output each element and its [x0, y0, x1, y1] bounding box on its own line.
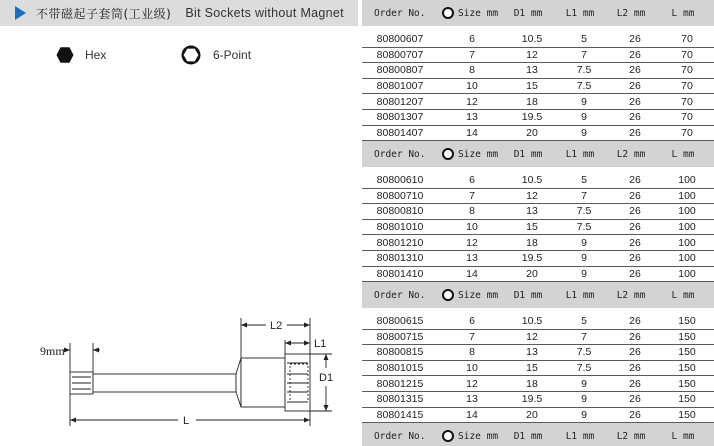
table-row [362, 32, 714, 48]
spec-table [362, 282, 714, 423]
cell-l: 100 [678, 174, 696, 187]
cell-l: 100 [678, 189, 696, 202]
cell-l2: 26 [629, 236, 641, 249]
cell-d1: 13 [526, 205, 538, 218]
cell-order-no: 80801207 [376, 95, 424, 108]
cell-size: 10 [466, 80, 478, 93]
table-row [362, 173, 714, 189]
cell-d1: 15 [526, 221, 538, 234]
legend-hex [56, 46, 106, 64]
cell-d1: 15 [526, 362, 538, 375]
table-header [362, 282, 714, 308]
cell-size: 8 [469, 346, 475, 359]
title-english: Bit Sockets without Magnet [185, 6, 344, 20]
header-l2: L2 mm [616, 7, 646, 19]
cell-l: 150 [678, 315, 696, 328]
cell-d1: 19.5 [521, 393, 543, 406]
dim-l1: L1 [314, 338, 327, 350]
cell-l: 70 [681, 111, 693, 124]
header-order-no [362, 431, 442, 442]
six-point-icon [180, 44, 202, 66]
table-row [362, 48, 714, 64]
cell-l2: 26 [629, 189, 641, 202]
cell-d1: 10.5 [521, 315, 543, 328]
cell-l: 150 [678, 362, 696, 375]
title-chinese: 不带磁起子套筒(工业级) [36, 6, 172, 21]
dim-9mm: 9mm [40, 344, 65, 358]
cell-order-no: 80801007 [376, 80, 424, 93]
cell-l2: 26 [629, 126, 641, 139]
cell-d1: 13 [526, 64, 538, 77]
six-point-icon [442, 430, 454, 442]
cell-l1: 9 [581, 236, 587, 249]
table-row [362, 392, 714, 408]
cell-order-no: 80801010 [376, 221, 424, 234]
cell-order-no: 80801215 [376, 377, 424, 390]
table-row [362, 251, 714, 267]
cell-order-no: 80800715 [376, 330, 424, 343]
cell-l: 70 [681, 80, 693, 93]
cell-l2: 26 [629, 80, 641, 93]
cell-l2: 26 [629, 111, 641, 124]
cell-l1: 9 [581, 267, 587, 280]
cell-d1: 18 [526, 377, 538, 390]
cell-l: 100 [678, 221, 696, 234]
cell-size: 13 [466, 111, 478, 124]
legend-six-point [180, 44, 251, 66]
header-size-label: Size mm [458, 289, 499, 301]
table-row [362, 314, 714, 330]
cell-d1: 20 [526, 126, 538, 139]
cell-l1: 7 [581, 48, 587, 61]
title-bar [0, 0, 358, 26]
cell-l2: 26 [629, 377, 641, 390]
cell-l1: 9 [581, 111, 587, 124]
cell-size: 6 [469, 174, 475, 187]
cell-d1: 20 [526, 408, 538, 421]
table-row [362, 204, 714, 220]
header-size-label: Size mm [458, 430, 499, 442]
cell-order-no: 80801210 [376, 236, 424, 249]
play-arrow-icon [15, 6, 26, 20]
six-point-icon [442, 289, 454, 301]
cell-d1: 20 [526, 267, 538, 280]
cell-l1: 9 [581, 126, 587, 139]
cell-size: 12 [466, 236, 478, 249]
table-header [362, 0, 714, 26]
header-size-label: Size mm [458, 7, 499, 19]
header-l2: L2 mm [616, 430, 646, 442]
cell-l2: 26 [629, 64, 641, 77]
cell-order-no: 80801310 [376, 252, 424, 265]
header-order-no-label: Order No. [374, 289, 426, 301]
cell-d1: 12 [526, 48, 538, 61]
cell-l1: 7.5 [576, 80, 592, 93]
cell-l1: 7 [581, 189, 587, 202]
header-order-no-label: Order No. [374, 148, 426, 160]
legend-hex-label: Hex [85, 48, 107, 62]
cell-order-no: 80800607 [376, 33, 424, 46]
cell-size: 14 [466, 126, 478, 139]
cell-order-no: 80801407 [376, 126, 424, 139]
table-row [362, 110, 714, 126]
cell-l: 70 [681, 64, 693, 77]
cell-l2: 26 [629, 315, 641, 328]
cell-size: 13 [466, 252, 478, 265]
cell-order-no: 80800810 [376, 205, 424, 218]
header-order-no [362, 8, 442, 19]
table-row [362, 267, 714, 283]
header-size [442, 430, 502, 442]
cell-l1: 5 [581, 174, 587, 187]
cell-order-no: 80801307 [376, 111, 424, 124]
cell-size: 14 [466, 408, 478, 421]
spec-table [362, 0, 714, 141]
cell-size: 12 [466, 377, 478, 390]
cell-size: 8 [469, 64, 475, 77]
header-l: L mm [671, 7, 695, 19]
table-header [362, 141, 714, 167]
table-row [362, 361, 714, 377]
cell-size: 7 [469, 330, 475, 343]
cell-d1: 18 [526, 236, 538, 249]
table-row [362, 408, 714, 424]
dim-l2: L2 [270, 320, 283, 332]
cell-l1: 9 [581, 95, 587, 108]
dim-l: L [183, 415, 190, 427]
table-row [362, 79, 714, 95]
legend-six-point-label: 6-Point [213, 48, 252, 62]
cell-d1: 19.5 [521, 252, 543, 265]
cell-size: 10 [466, 221, 478, 234]
table-row [362, 376, 714, 392]
header-size [442, 148, 502, 160]
table-header [362, 423, 714, 446]
cell-l: 150 [678, 408, 696, 421]
cell-order-no: 80801315 [376, 393, 424, 406]
cell-l: 100 [678, 252, 696, 265]
cell-size: 7 [469, 189, 475, 202]
cell-d1: 10.5 [521, 33, 543, 46]
cell-l2: 26 [629, 221, 641, 234]
cell-d1: 18 [526, 95, 538, 108]
cell-d1: 15 [526, 80, 538, 93]
table-row [362, 94, 714, 110]
cell-l1: 9 [581, 393, 587, 406]
cell-d1: 19.5 [521, 111, 543, 124]
table-row [362, 235, 714, 251]
cell-l1: 7.5 [576, 221, 592, 234]
table-row [362, 189, 714, 205]
cell-l2: 26 [629, 267, 641, 280]
cell-l: 150 [678, 377, 696, 390]
header-l1: L1 mm [565, 430, 595, 442]
table-row [362, 345, 714, 361]
header-d1: D1 mm [513, 430, 543, 442]
cell-l1: 7.5 [576, 362, 592, 375]
cell-l: 150 [678, 346, 696, 359]
header-l2: L2 mm [616, 289, 646, 301]
cell-l1: 9 [581, 377, 587, 390]
cell-order-no: 80800815 [376, 346, 424, 359]
cell-size: 14 [466, 267, 478, 280]
cell-l1: 7.5 [576, 205, 592, 218]
header-l: L mm [671, 148, 695, 160]
header-l: L mm [671, 289, 695, 301]
six-point-icon [442, 148, 454, 160]
cell-size: 12 [466, 95, 478, 108]
header-l2: L2 mm [616, 148, 646, 160]
cell-l2: 26 [629, 408, 641, 421]
table-row [362, 330, 714, 346]
cell-l1: 5 [581, 33, 587, 46]
cell-l2: 26 [629, 330, 641, 343]
cell-size: 10 [466, 362, 478, 375]
cell-d1: 12 [526, 189, 538, 202]
cell-order-no: 80801415 [376, 408, 424, 421]
cell-order-no: 80801410 [376, 267, 424, 280]
table-row [362, 220, 714, 236]
cell-l1: 7 [581, 330, 587, 343]
six-point-icon [442, 7, 454, 19]
header-l1: L1 mm [565, 7, 595, 19]
cell-order-no: 80800807 [376, 64, 424, 77]
cell-size: 13 [466, 393, 478, 406]
cell-l2: 26 [629, 362, 641, 375]
cell-order-no: 80800615 [376, 315, 424, 328]
header-size [442, 289, 502, 301]
cell-l1: 7.5 [576, 346, 592, 359]
cell-l: 100 [678, 205, 696, 218]
cell-l: 150 [678, 393, 696, 406]
header-order-no-label: Order No. [374, 7, 426, 19]
header-d1: D1 mm [513, 148, 543, 160]
cell-l2: 26 [629, 393, 641, 406]
dim-d1: D1 [319, 372, 334, 384]
cell-l1: 5 [581, 315, 587, 328]
cell-l1: 9 [581, 252, 587, 265]
cell-l: 70 [681, 48, 693, 61]
cell-size: 7 [469, 48, 475, 61]
cell-order-no: 80800707 [376, 48, 424, 61]
header-order-no [362, 290, 442, 301]
table-row [362, 63, 714, 79]
header-order-no [362, 149, 442, 160]
header-size [442, 7, 502, 19]
cell-d1: 10.5 [521, 174, 543, 187]
cell-l2: 26 [629, 95, 641, 108]
cell-d1: 12 [526, 330, 538, 343]
cell-order-no: 80801015 [376, 362, 424, 375]
header-size-label: Size mm [458, 148, 499, 160]
cell-l: 100 [678, 236, 696, 249]
cell-size: 8 [469, 205, 475, 218]
cell-l2: 26 [629, 174, 641, 187]
cell-l2: 26 [629, 48, 641, 61]
cell-size: 6 [469, 315, 475, 328]
cell-l2: 26 [629, 346, 641, 359]
spec-table [362, 423, 714, 446]
header-order-no-label: Order No. [374, 430, 426, 442]
header-d1: D1 mm [513, 289, 543, 301]
cell-l1: 9 [581, 408, 587, 421]
cell-l: 100 [678, 267, 696, 280]
cell-l1: 7.5 [576, 64, 592, 77]
header-d1: D1 mm [513, 7, 543, 19]
cell-l: 70 [681, 126, 693, 139]
cell-l: 70 [681, 95, 693, 108]
cell-size: 6 [469, 33, 475, 46]
cell-l2: 26 [629, 33, 641, 46]
socket-dimension-drawing [0, 305, 358, 446]
header-l1: L1 mm [565, 148, 595, 160]
table-row [362, 126, 714, 142]
cell-l: 150 [678, 330, 696, 343]
header-l: L mm [671, 430, 695, 442]
cell-d1: 13 [526, 346, 538, 359]
cell-order-no: 80800710 [376, 189, 424, 202]
header-l1: L1 mm [565, 289, 595, 301]
cell-l2: 26 [629, 205, 641, 218]
cell-l2: 26 [629, 252, 641, 265]
cell-order-no: 80800610 [376, 174, 424, 187]
spec-table [362, 141, 714, 282]
cell-l: 70 [681, 33, 693, 46]
hex-icon [56, 46, 74, 64]
